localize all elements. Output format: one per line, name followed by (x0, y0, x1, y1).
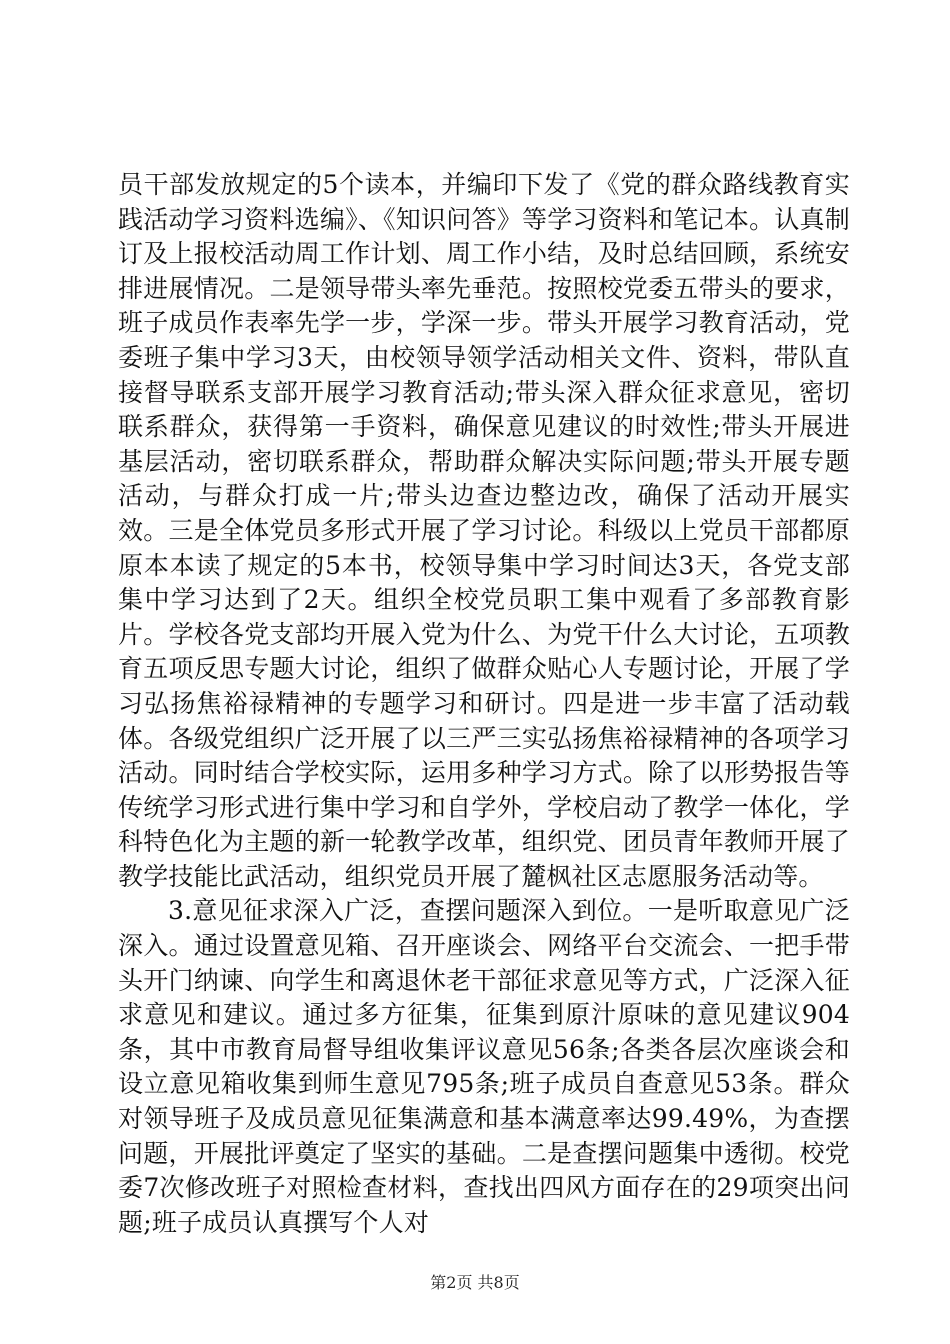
paragraph-section-3: 3.意见征求深入广泛，查摆问题深入到位。一是听取意见广泛深入。通过设置意见箱、召开座谈会、网络平台交流会、一把手带头开门纳谏、向学生和离退休老干部征求意见等方式，广泛深入征求意见和建议。通过多方征集，征集到原汁原味的意见建议904条，其中市教育局督导组收集评议意见56条;各类各层次座谈会和设立意见箱收集到师生意见795条;班子成员自查意见53条。群众对领导班子及成员意见征集满意和基本满意率达99.49%，为查摆问题，开展批评奠定了坚实的基础。二是查摆问题集中透彻。校党委7次修改班子对照检查材料，查找出四风方面存在的29项突出问题;班子成员认真撰写个人对 (118, 896, 850, 1237)
document-body (118, 168, 850, 1240)
page-footer: 第2页 共8页 (430, 1273, 520, 1292)
paragraph-continuation: 员干部发放规定的5个读本，并编印下发了《党的群众路线教育实践活动学习资料选编》、《知识问答》等学习资料和笔记本。认真制订及上报校活动周工作计划、周工作小结，及时总结回顾，系统安排进展情况。二是领导带头率先垂范。按照校党委五带头的要求，班子成员作表率先学一步，学深一步。带头开展学习教育活动，党委班子集中学习3天，由校领导领学活动相关文件、资料，带队直接督导联系支部开展学习教育活动;带头深入群众征求意见，密切联系群众，获得第一手资料，确保意见建议的时效性;带头开展进基层活动，密切联系群众，帮助群众解决实际问题;带头开展专题活动，与群众打成一片;带头边查边整边改，确保了活动开展实效。三是全体党员多形式开展了学习讨论。科级以上党员干部都原原本本读了规定的5本书，校领导集中学习时间达3天，各党支部集中学习达到了2天。组织全校党员职工集中观看了多部教育影片。学校各党支部均开展入党为什么、为党干什么大讨论，五项教育五项反思专题大讨论，组织了做群众贴心人专题讨论，开展了学习弘扬焦裕禄精神的专题学习和研讨。四是进一步丰富了活动载体。各级党组织广泛开展了以三严三实弘扬焦裕禄精神的各项学习活动。同时结合学校实际，运用多种学习方式。除了以形势报告等传统学习形式进行集中学习和自学外，学校启动了教学一体化，学科特色化为主题的新一轮教学改革，组织党、团员青年教师开展了教学技能比武活动，组织党员开展了麓枫社区志愿服务活动等。 (118, 170, 850, 891)
